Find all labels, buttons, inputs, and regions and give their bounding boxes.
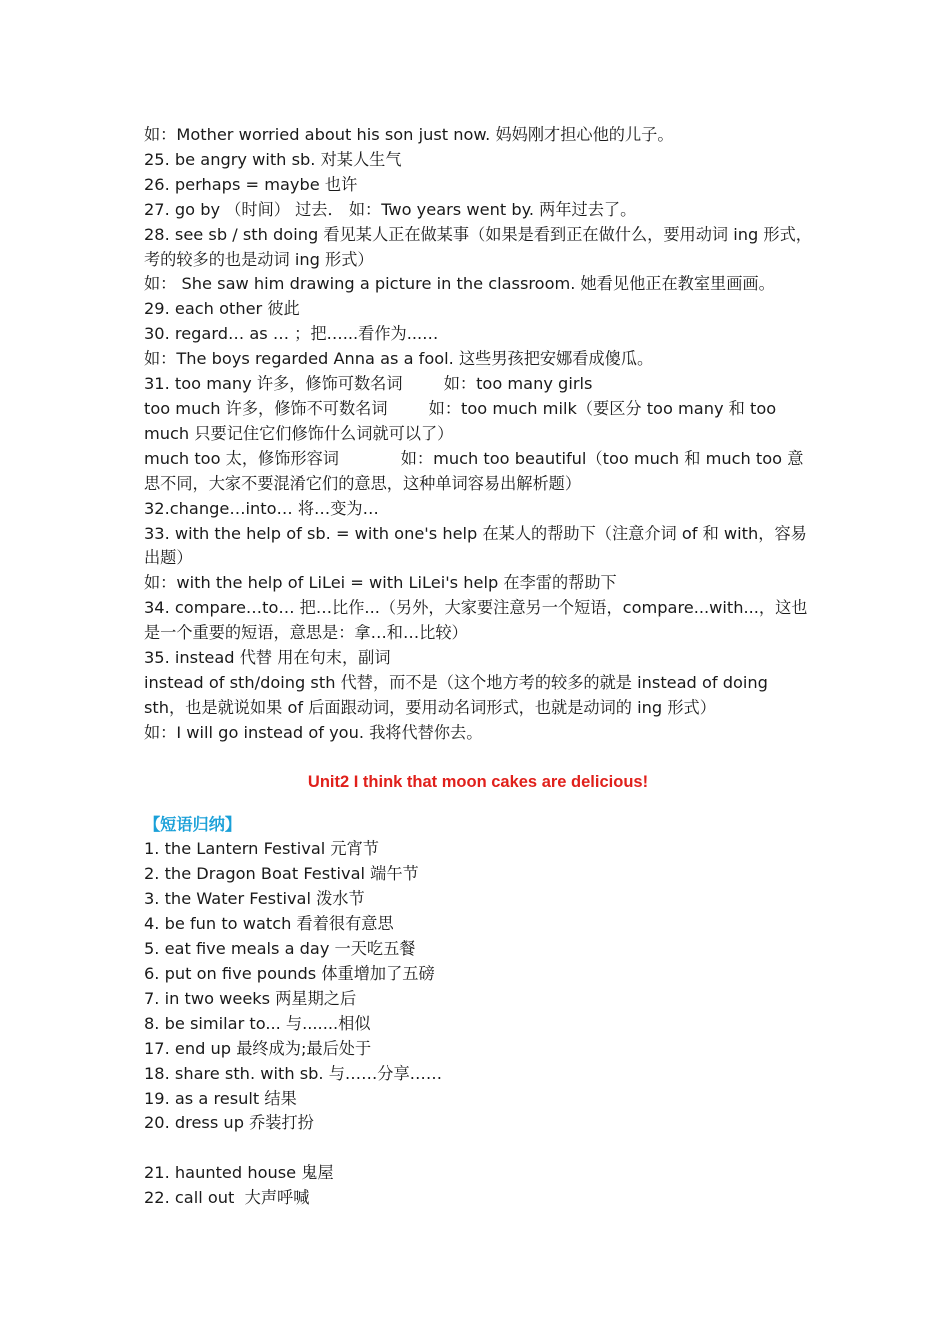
phrase-line: 22. call out 大声呼喊 [144,1188,310,1208]
phrase-line: 6. put on five pounds 体重增加了五磅 [144,964,435,983]
phrase-line: 21. haunted house 鬼屋 [144,1163,334,1183]
text-line: 32.change…into… 将…变为… [144,498,379,518]
text-line: 33. with the help of sb. = with one's help 在某人的帮助下（注意介词 of 和 with，容易出题） [144,523,807,568]
text-line: 如： She saw him drawing a picture in the classroom. 她看见他正在教室里画画。 [144,274,775,294]
section-heading: 【短语归纳】 [144,814,242,834]
text-line: 如：I will go instead of you. 我将代替你去。 [144,722,483,742]
text-line: 28. see sb / sth doing 看见某人正在做某事（如果是看到正在做什么，要用动词 ing 形式，考的较多的也是动词 ing 形式） [144,224,812,269]
text-line: 29. each other 彼此 [144,299,300,319]
text-line: 31. too many 许多，修饰可数名词 如：too many girls [144,374,593,394]
document-content [144,123,812,1211]
text-line: 26. perhaps = maybe 也许 [144,174,358,194]
phrase-line: 1. the Lantern Festival 元宵节 [144,839,379,859]
phrase-line: 17. end up 最终成为;最后处于 [144,1038,372,1058]
text-line: 35. instead 代替 用在句末，副词 [144,648,391,668]
phrase-line: 8. be similar to... 与.......相似 [144,1013,371,1033]
spacer [144,1136,812,1161]
text-line: much too 太，修饰形容词 如：much too beautiful（too much 和 much too 意思不同，大家不要混淆它们的意思，这种单词容易出解析题） [144,448,804,493]
phrase-line: 7. in two weeks 两星期之后 [144,988,357,1008]
text-line: 27. go by （时间） 过去． 如：Two years went by. 两年过去了。 [144,199,637,219]
phrase-line: 4. be fun to watch 看着很有意思 [144,914,394,934]
text-line: too much 许多，修饰不可数名词 如：too much milk（要区分 too many 和 too much 只要记住它们修饰什么词就可以了） [144,398,782,443]
spacer [144,795,812,813]
text-line: 如：The boys regarded Anna as a fool. 这些男孩把安娜看成傻瓜。 [144,349,654,369]
text-line: 25. be angry with sb. 对某人生气 [144,149,402,169]
phrase-line: 18. share sth. with sb. 与……分享…… [144,1063,443,1083]
text-line: 34. compare…to… 把…比作...（另外，大家要注意另一个短语，compare...with...，这也是一个重要的短语，意思是：拿…和…比较） [144,598,808,643]
text-line: 30. regard… as … ；把…...看作为...… [144,324,439,344]
phrase-line: 3. the Water Festival 泼水节 [144,889,365,909]
phrase-line: 19. as a result 结果 [144,1088,297,1108]
text-line: 如：with the help of LiLei = with LiLei's help 在李雷的帮助下 [144,573,617,593]
phrase-line: 20. dress up 乔装打扮 [144,1113,314,1133]
phrase-line: 5. eat five meals a day 一天吃五餐 [144,939,416,959]
unit-title: Unit2 I think that moon cakes are delicious! [307,772,649,791]
text-line: 如：Mother worried about his son just now. 妈妈刚才担心他的儿子。 [144,125,674,144]
phrase-line: 2. the Dragon Boat Festival 端午节 [144,864,419,884]
spacer [144,746,812,770]
text-line: instead of sth/doing sth 代替，而不是（这个地方考的较多的就是 instead of doing sth，也是就说如果 of 后面跟动词，要用动名词形式，也就是动词的 ing 形式） [144,672,768,717]
